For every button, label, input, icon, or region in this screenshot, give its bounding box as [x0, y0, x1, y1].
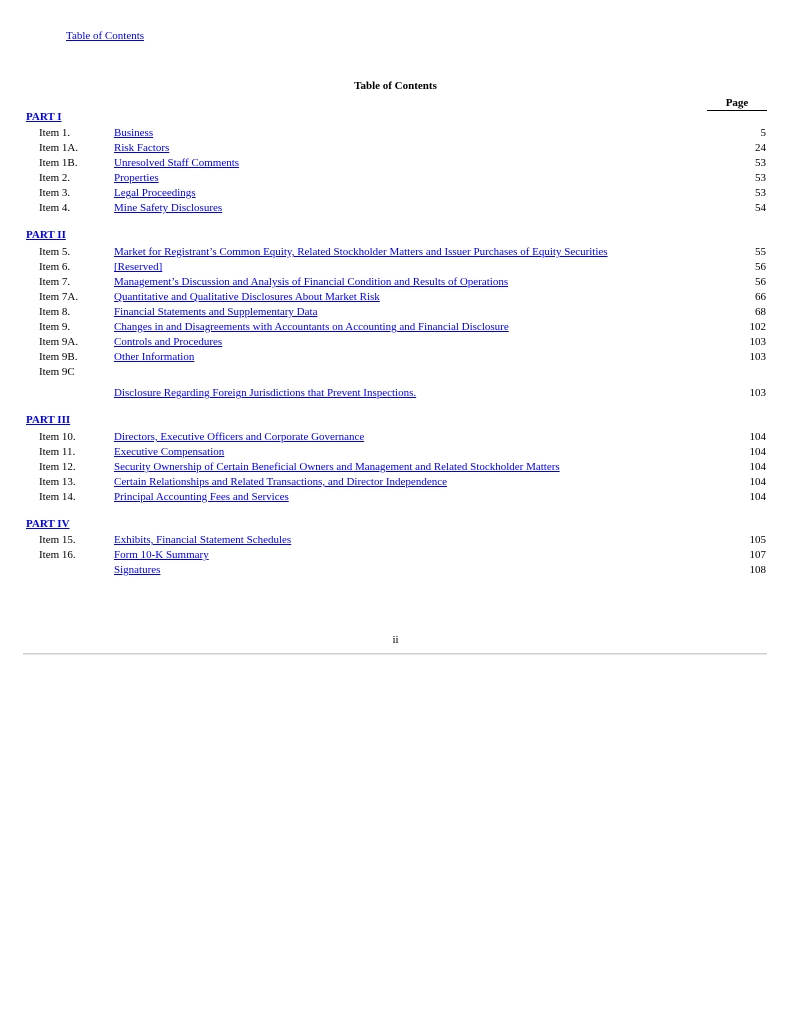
- item-number: Item 10.: [39, 431, 76, 443]
- item-page: 66: [755, 291, 766, 303]
- toc-row: [0, 445, 791, 459]
- item-page: 68: [755, 306, 766, 318]
- item-link[interactable]: [Reserved]: [114, 261, 163, 273]
- item-page: 104: [749, 431, 766, 443]
- item-number: Item 9B.: [39, 351, 78, 363]
- toc-row: [0, 548, 791, 562]
- toc-row: [0, 386, 791, 400]
- item-page: 53: [755, 172, 766, 184]
- item-number: Item 9.: [39, 321, 71, 333]
- item-number: Item 9C: [39, 366, 75, 378]
- table-of-contents-link[interactable]: Table of Contents: [66, 30, 145, 42]
- toc-row: [0, 490, 791, 504]
- item-page: 24: [755, 142, 766, 154]
- item-page: 103: [749, 351, 766, 363]
- page-column-header: Page: [707, 97, 767, 111]
- item-link[interactable]: Management’s Discussion and Analysis of Financial Condition and Results of Operations: [114, 276, 509, 288]
- item-number: Item 2.: [39, 172, 71, 184]
- item-page: 104: [749, 476, 766, 488]
- toc-row: [0, 335, 791, 349]
- item-number: Item 3.: [39, 187, 71, 199]
- item-link[interactable]: Certain Relationships and Related Transactions, and Director Independence: [114, 476, 447, 488]
- item-link[interactable]: Market for Registrant’s Common Equity, Related Stockholder Matters and Issuer Purchases of Equity Securities: [114, 246, 608, 258]
- toc-row: [0, 201, 791, 215]
- item-page: 53: [755, 187, 766, 199]
- item-link[interactable]: Risk Factors: [114, 142, 170, 154]
- toc-row: [0, 186, 791, 200]
- item-page: 104: [749, 446, 766, 458]
- item-number: Item 9A.: [39, 336, 79, 348]
- toc-row: [0, 275, 791, 289]
- item-page: 54: [755, 202, 766, 214]
- toc-row: [0, 563, 791, 577]
- toc-row: [0, 460, 791, 474]
- item-number: Item 4.: [39, 202, 71, 214]
- part-heading[interactable]: PART I: [26, 111, 62, 123]
- toc-row: [0, 126, 791, 140]
- item-link[interactable]: Security Ownership of Certain Beneficial Owners and Management and Related Stockholder Matters: [114, 461, 560, 473]
- item-number: Item 1B.: [39, 157, 78, 169]
- toc-row: [0, 171, 791, 185]
- item-link[interactable]: Exhibits, Financial Statement Schedules: [114, 534, 292, 546]
- toc-row: [0, 533, 791, 547]
- item-number: Item 8.: [39, 306, 71, 318]
- item-page: 55: [755, 246, 766, 258]
- item-link[interactable]: Quantitative and Qualitative Disclosures About Market Risk: [114, 291, 380, 303]
- item-link[interactable]: Mine Safety Disclosures: [114, 202, 223, 214]
- toc-row: [0, 141, 791, 155]
- toc-title: Table of Contents: [354, 80, 437, 92]
- item-page: 104: [749, 461, 766, 473]
- toc-row: [0, 475, 791, 489]
- item-page: 105: [749, 534, 766, 546]
- toc-row: [0, 260, 791, 274]
- item-number: Item 16.: [39, 549, 76, 561]
- item-page: 56: [755, 261, 766, 273]
- item-number: Item 1A.: [39, 142, 79, 154]
- item-number: Item 5.: [39, 246, 71, 258]
- item-link[interactable]: Changes in and Disagreements with Accountants on Accounting and Financial Disclosure: [114, 321, 509, 333]
- toc-row: [0, 305, 791, 319]
- item-link[interactable]: Directors, Executive Officers and Corporate Governance: [114, 431, 365, 443]
- part-heading[interactable]: PART III: [26, 414, 71, 426]
- page-number: ii: [392, 634, 399, 646]
- item-link[interactable]: Legal Proceedings: [114, 187, 196, 199]
- part-heading[interactable]: PART II: [26, 229, 66, 241]
- item-number: Item 6.: [39, 261, 71, 273]
- toc-row: [0, 365, 791, 379]
- item-number: Item 13.: [39, 476, 76, 488]
- toc-row: [0, 156, 791, 170]
- toc-row: [0, 245, 791, 259]
- item-page: 103: [749, 336, 766, 348]
- item-link[interactable]: Other Information: [114, 351, 195, 363]
- item-number: Item 1.: [39, 127, 71, 139]
- item-page: 104: [749, 491, 766, 503]
- item-number: Item 11.: [39, 446, 76, 458]
- item-link[interactable]: Signatures: [114, 564, 161, 576]
- item-page: 5: [760, 127, 766, 139]
- item-link[interactable]: Controls and Procedures: [114, 336, 223, 348]
- toc-row: [0, 320, 791, 334]
- item-link[interactable]: Properties: [114, 172, 159, 184]
- item-number: Item 7.: [39, 276, 71, 288]
- item-page: 107: [749, 549, 766, 561]
- toc-row: [0, 290, 791, 304]
- item-link[interactable]: Financial Statements and Supplementary Data: [114, 306, 318, 318]
- item-link[interactable]: Unresolved Staff Comments: [114, 157, 240, 169]
- item-link[interactable]: Disclosure Regarding Foreign Jurisdictions that Prevent Inspections.: [114, 387, 417, 399]
- item-page: 53: [755, 157, 766, 169]
- item-number: Item 15.: [39, 534, 76, 546]
- part-heading[interactable]: PART IV: [26, 518, 70, 530]
- page-divider: [23, 653, 767, 655]
- item-page: 103: [749, 387, 766, 399]
- toc-row: [0, 430, 791, 444]
- item-page: 108: [749, 564, 766, 576]
- toc-row: [0, 350, 791, 364]
- item-page: 102: [749, 321, 766, 333]
- item-link[interactable]: Executive Compensation: [114, 446, 225, 458]
- item-link[interactable]: Form 10-K Summary: [114, 549, 209, 561]
- item-number: Item 7A.: [39, 291, 79, 303]
- item-number: Item 14.: [39, 491, 76, 503]
- item-link[interactable]: Principal Accounting Fees and Services: [114, 491, 289, 503]
- item-link[interactable]: Business: [114, 127, 154, 139]
- item-page: 56: [755, 276, 766, 288]
- item-number: Item 12.: [39, 461, 76, 473]
